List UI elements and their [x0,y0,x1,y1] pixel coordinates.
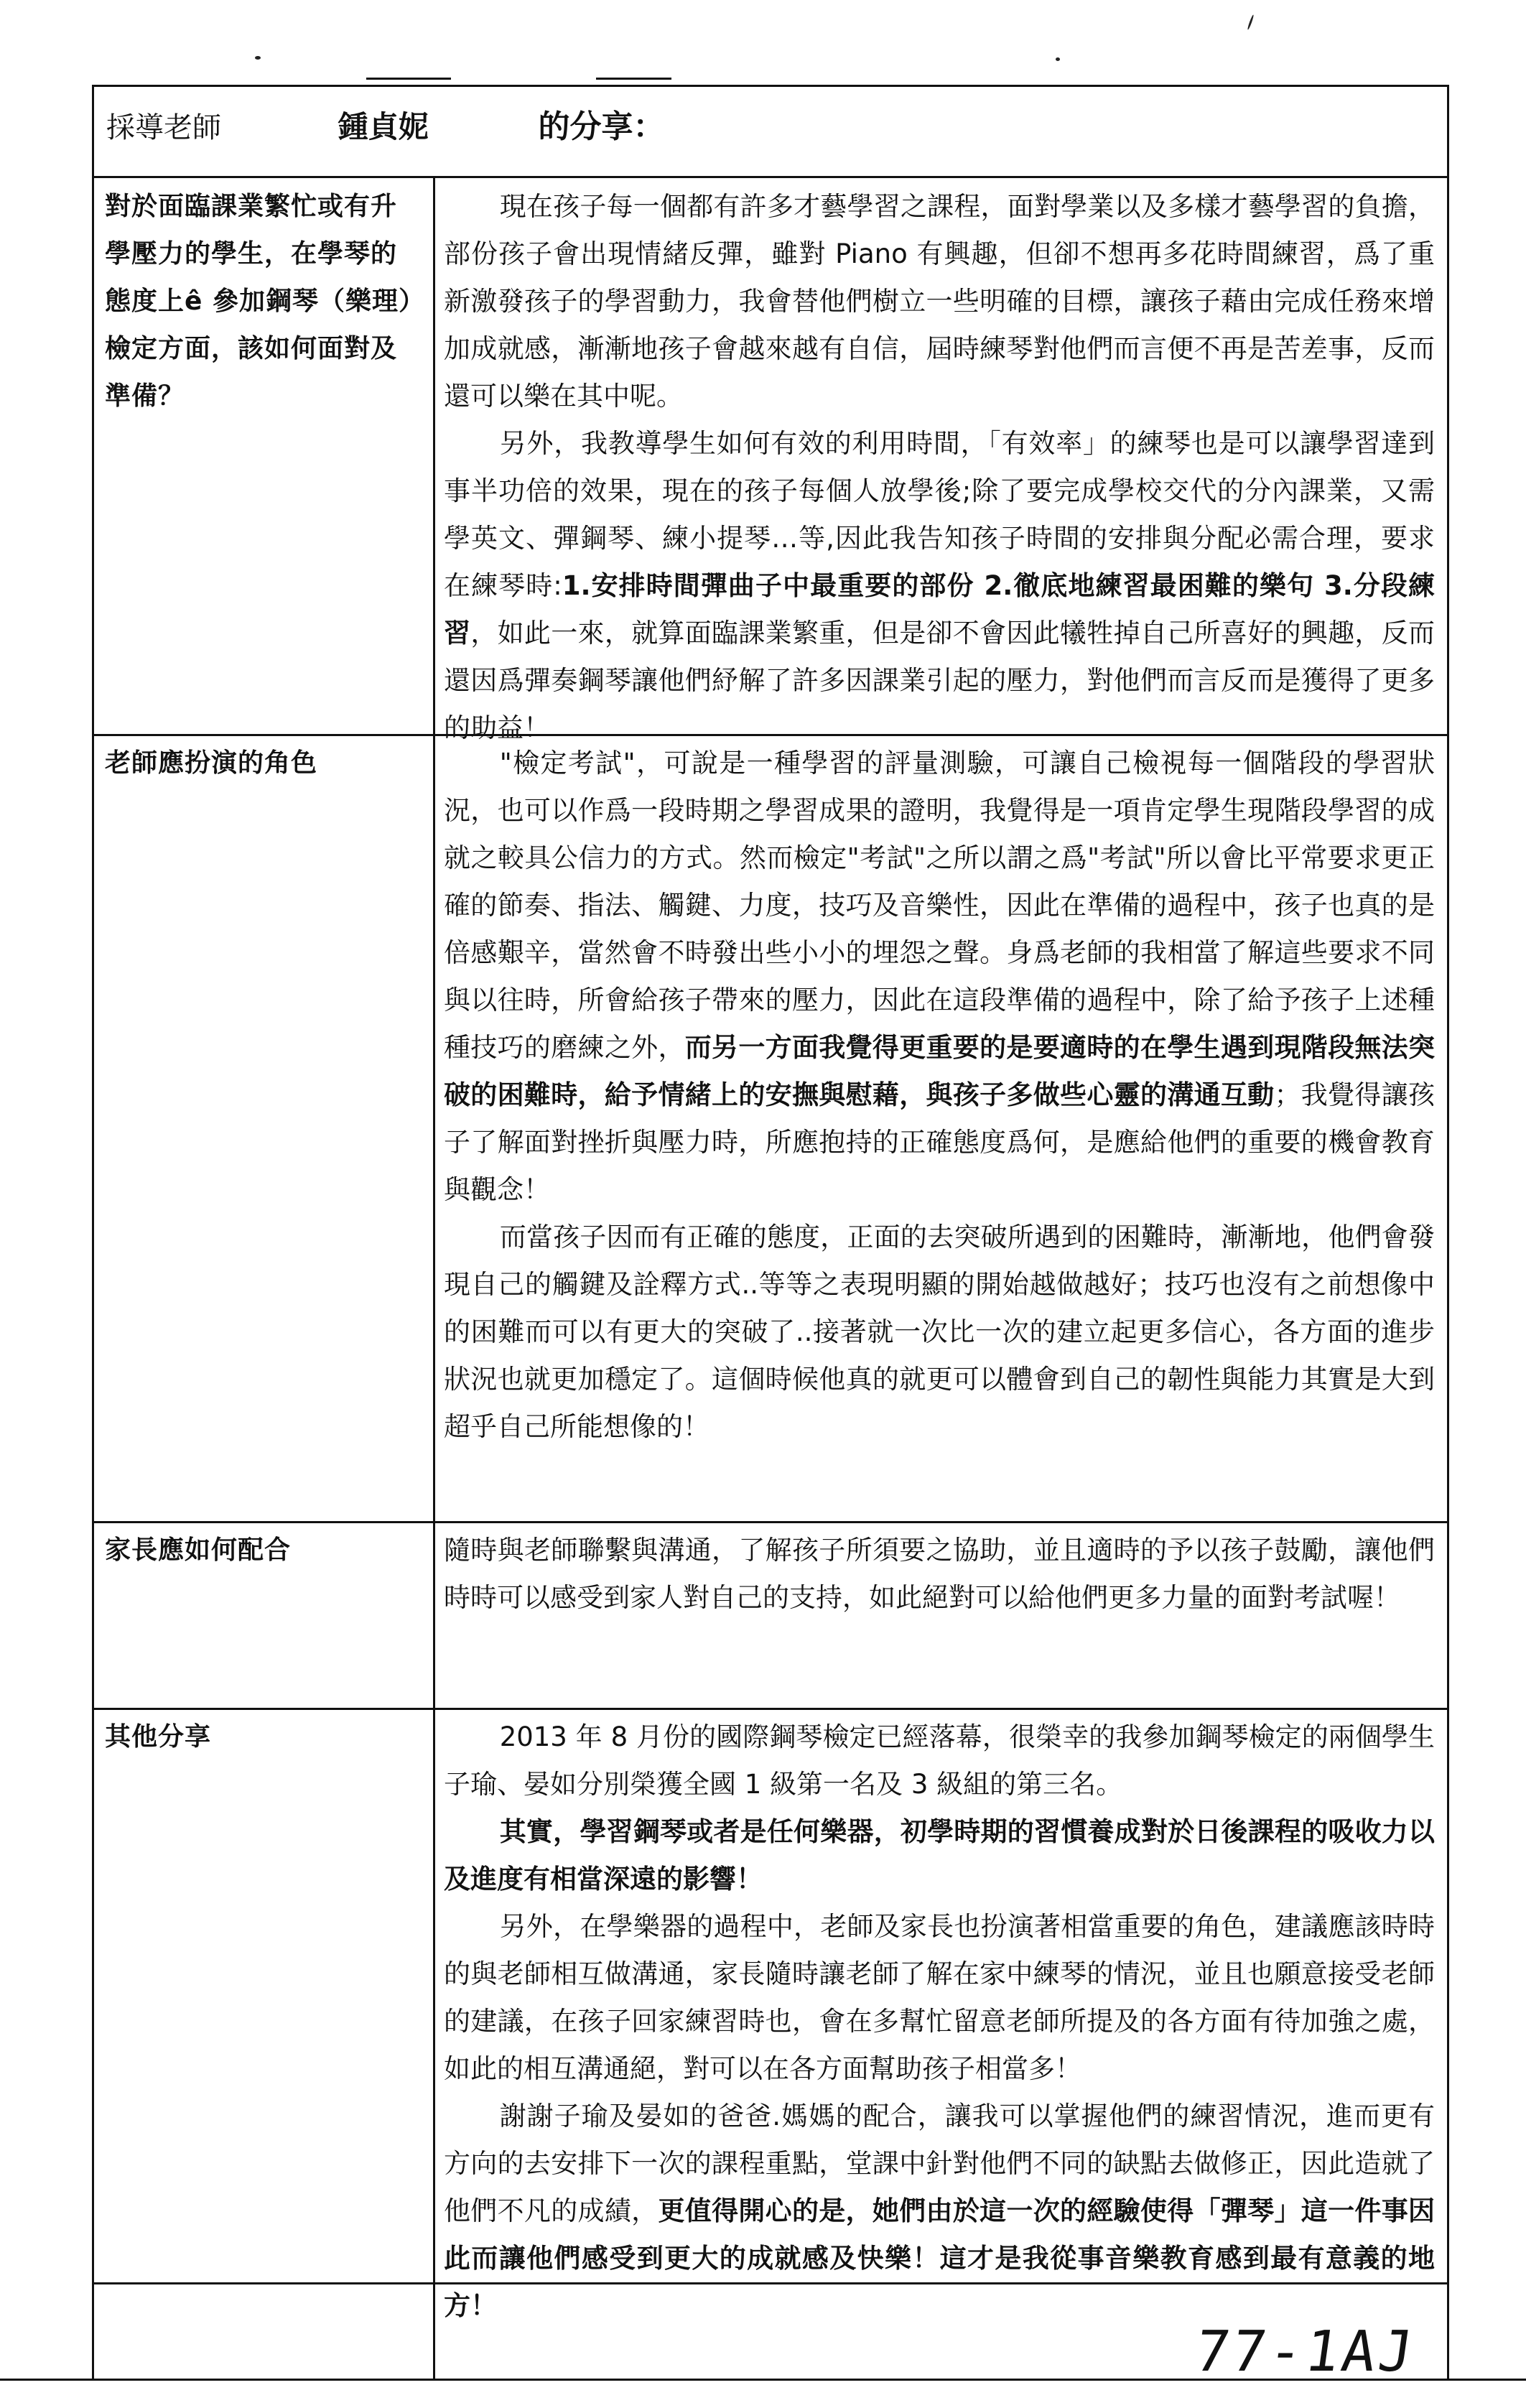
text-segment: ，如此一來，就算面臨課業繁重，但是卻不會因此犧牲掉自己所喜好的興趣，反而還因爲彈奏鋼琴讓他們紓解了許多因課業引起的壓力，對他們而言反而是獲得了更多的助益！ [444,618,1435,743]
row-divider [92,176,1449,178]
paragraph [444,2093,1435,2330]
paragraph [444,740,1435,1214]
scan-speck [1056,57,1060,61]
row-divider [92,1521,1449,1523]
text-segment: 隨時與老師聯繫與溝通，了解孩子所須要之協助，並且適時的予以孩子鼓勵，讓他們時時可以感受到家人對自己的支持，如此絕對可以給他們更多力量的面對考試喔！ [444,1535,1435,1613]
paragraph [444,183,1435,420]
row-content-teacher-role [444,740,1435,1451]
text-segment: 而當孩子因而有正確的態度，正面的去突破所遇到的困難時，漸漸地，他們會發現自己的觸鍵及詮釋方式..等等之表現明顯的開始越做越好；技巧也沒有之前想像中的困難而可以有更大的突破了..接著就一次比一次的建立起更多信心，各方面的進步狀況也就更加穩定了。這個時候他真的就更可以體會到自己的韌性與能力其實是大到超乎自己所能想像的！ [444,1222,1435,1442]
header-label: 採導老師 [106,111,221,144]
paragraph [444,1808,1435,1903]
row-divider [92,1708,1449,1710]
emphasis-text: 而另一方面我覺得更重要的是要適時的在學生遇到現階段無法突破的困難時，給予情緒上的安撫與慰藉，與孩子多做些心靈的溝通互動 [444,1032,1435,1110]
row-label-exam-preparation: 對於面臨課業繁忙或有升學壓力的學生，在學琴的態度上ê 參加鋼琴（樂理）檢定方面，該如何面對及準備？ [105,192,412,411]
scan-speck [255,56,261,60]
handwritten-code: 77-1AJ [1191,2320,1420,2384]
row-label-other-sharing: 其他分享 [105,1722,212,1752]
scan-speck [1247,14,1254,30]
text-segment: 另外，在學樂器的過程中，老師及家長也扮演著相當重要的角色，建議應該時時的與老師相互做溝通，家長隨時讓老師了解在家中練琴的情況，並且也願意接受老師的建議，在孩子回家練習時也，會在多幫忙留意老師所提及的各方面有待加強之處，如此的相互溝通絕，對可以在各方面幫助孩子相當多！ [444,1911,1435,2084]
scan-mark [366,78,451,80]
table-left-border [92,85,94,2381]
row-content-parent-cooperation [444,1527,1435,1622]
scan-mark [596,78,671,80]
paragraph [444,1527,1435,1622]
text-segment: 現在孩子每一個都有許多才藝學習之課程，面對學業以及多樣才藝學習的負擔，部份孩子會出現情緒反彈，雖對 Piano 有興趣，但卻不想再多花時間練習，爲了重新激發孩子的學習動力，我會替他們樹立一些明確的目標，讓孩子藉由完成任務來增加成就感，漸漸地孩子會越來越有自信，屆時練琴對他們而言便不再是苦差事，反而還可以樂在其中呢。 [444,191,1435,412]
row-content-exam-preparation [444,183,1435,752]
paragraph [444,1214,1435,1451]
text-segment: 2013 年 8 月份的國際鋼琴檢定已經落幕，很榮幸的我參加鋼琴檢定的兩個學生子瑜、晏如分別榮獲全國 1 級第一名及 3 級組的第三名。 [444,1721,1435,1800]
table-header [106,101,664,147]
column-divider [433,176,435,2381]
row-label-teacher-role: 老師應扮演的角色 [105,748,318,778]
text-segment: "檢定考試"，可說是一種學習的評量測驗，可讓自己檢視每一個階段的學習狀況，也可以作爲一段時期之學習成果的證明，我覺得是一項肯定學生現階段學習的成就之較具公信力的方式。然而檢定"考試"之所以謂之爲"考試"所以會比平常要求更正確的節奏、指法、觸鍵、力度，技巧及音樂性，因此在準備的過程中，孩子也真的是倍感艱辛，當然會不時發出些小小的埋怨之聲。身爲老師的我相當了解這些要求不同與以往時，所會給孩子帶來的壓力，因此在這段準備的過程中，除了給予孩子上述種種技巧的磨練之外， [444,748,1435,1063]
table-top-border [92,85,1449,87]
text-segment: 另外，我教導學生如何有效的利用時間，「有效率」的練琴也是可以讓學習達到事半功倍的效果，現在的孩子每個人放學後;除了要完成學校交代的分內課業，又需學英文、彈鋼琴、練小提琴…等,因此我告知孩子時間的安排與分配必需合理，要求在練琴時: [444,428,1435,601]
header-title: 的分享： [538,108,665,145]
paragraph [444,1903,1435,2093]
table-right-border [1447,85,1449,2381]
teacher-name: 鍾貞妮 [338,109,429,144]
text-segment: 謝謝子瑜及晏如的爸爸.媽媽的配合，讓我可以掌握他們的練習情況，進而更有方向的去安排下一次的課程重點，堂課中針對他們不同的缺點去做修正，因此造就了他們不凡的成績， [444,2101,1435,2226]
paragraph [444,420,1435,752]
row-label-parent-cooperation: 家長應如何配合 [105,1535,292,1565]
row-content-other-sharing [444,1714,1435,2330]
emphasis-text: 1.安排時間彈曲子中最重要的部份 2.徹底地練習最困難的樂句 3.分段練習 [444,570,1435,649]
emphasis-text: 其實，學習鋼琴或者是任何樂器，初學時期的習慣養成對於日後課程的吸收力以及進度有相當深遠的影響！ [444,1816,1435,1895]
paragraph [444,1714,1435,1808]
text-segment: ；我覺得讓孩子了解面對挫折與壓力時，所應抱持的正確態度爲何，是應給他們的重要的機會教育與觀念！ [444,1079,1435,1205]
emphasis-text: 更值得開心的是，她們由於這一次的經驗使得「彈琴」這一件事因此而讓他們感受到更大的成就感及快樂！這才是我從事音樂教育感到最有意義的地方！ [444,2195,1435,2321]
